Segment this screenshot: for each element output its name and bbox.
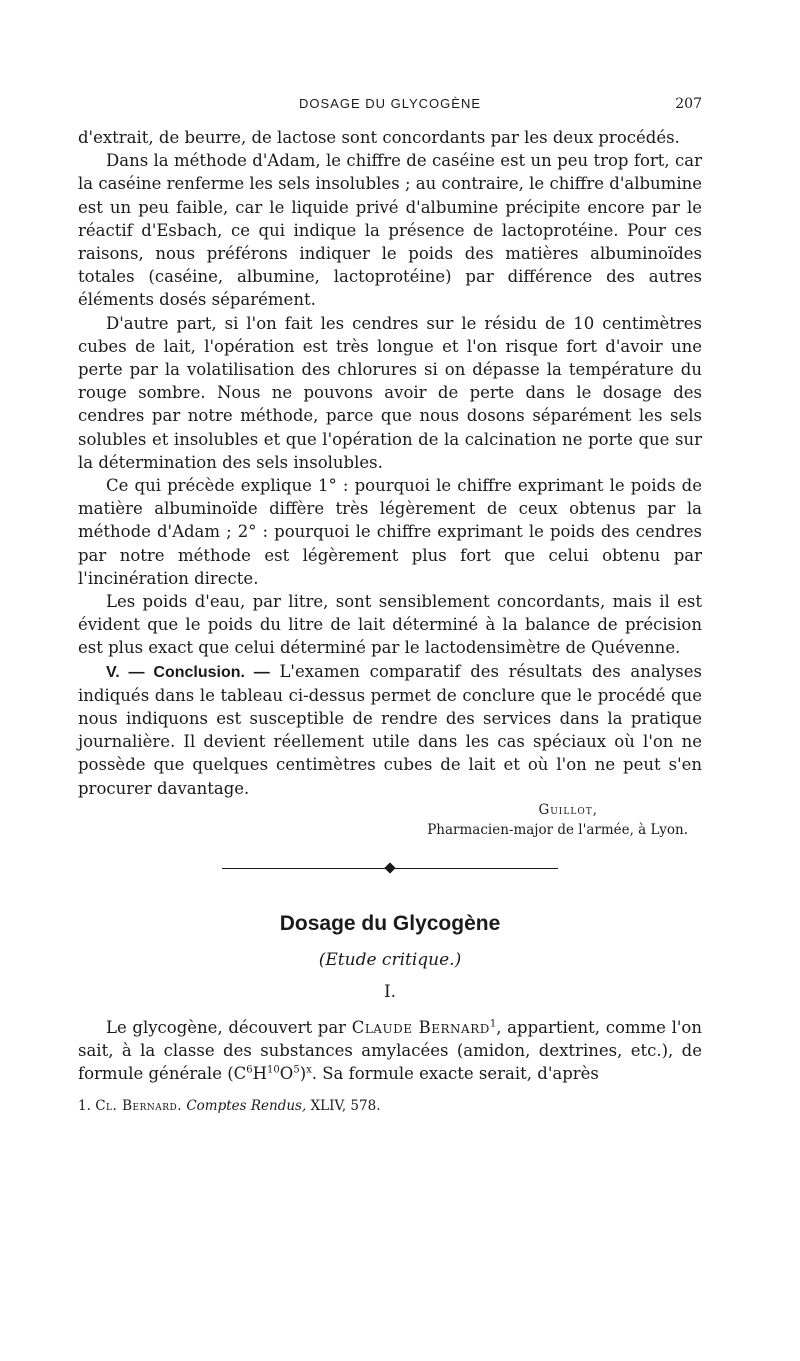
intro-text-start: Le glycogène, découvert par [106, 1017, 352, 1037]
formula-o: O [279, 1064, 294, 1084]
formula-subscript-h: 10 [267, 1064, 280, 1076]
document-page [78, 96, 702, 1114]
formula-close: ) [299, 1064, 307, 1084]
footnote-journal: Comptes Rendus, [186, 1097, 307, 1114]
running-head [78, 96, 702, 126]
paragraph-adam-method: Dans la méthode d'Adam, le chiffre de caséine est un peu trop fort, car la caséine renferme les sels insolubles ; au contraire, le chiffre d'albumine est un peu faible, car le liquide privé d'albumine précipite encore par le réactif d'Esbach, ce qui indique la présence de lactoprotéine. Pour ces raisons, nous préférons indiquer le poids des matières albuminoïdes totales (caséine, albumine, lactoprotéine) par différence des autres éléments dosés séparément. [78, 151, 702, 310]
formula-subscript-x: x [306, 1064, 312, 1076]
paragraph-conclusion [78, 660, 702, 800]
diamond-ornament-icon [384, 862, 395, 873]
author-reference: Claude Bernard [351, 1017, 490, 1037]
signature-affiliation: Pharmacien-major de l'armée, à Lyon. [427, 821, 688, 838]
intro-text-end: . Sa formule exacte serait, d'après [311, 1064, 599, 1084]
paragraph-continuation: d'extrait, de beurre, de lactose sont concordants par les deux procédés. [78, 128, 680, 147]
formula-subscript-c: 6 [246, 1064, 253, 1076]
intro-text-middle: , appartient, comme l'on sait, à la classe des substances amylacées (amidon, dextrines, etc.), de formule générale (C [78, 1017, 702, 1084]
formula-subscript-o: 5 [293, 1064, 300, 1076]
paragraph-explanation: Ce qui précède explique 1° : pourquoi le chiffre exprimant le poids de matière albuminoïde diffère très légèrement de ceux obtenus par la méthode d'Adam ; 2° : pourquoi le chiffre exprimant le poids des cendres par notre méthode est légèrement plus fort que celui obtenu par l'incinération directe. [78, 476, 702, 588]
section-divider [222, 862, 558, 876]
footnote-marker[interactable]: 1 [489, 1018, 497, 1030]
section-numeral: I. [383, 981, 397, 1002]
conclusion-heading: V. — Conclusion. — [106, 663, 270, 681]
running-title: DOSAGE DU GLYCOGÈNE [298, 96, 481, 111]
footnote-author: Cl. Bernard. [95, 1097, 183, 1114]
formula-h: H [252, 1064, 268, 1084]
footnote-number: 1. [78, 1097, 91, 1114]
conclusion-text: L'examen comparatif des résultats des analyses indiqués dans le tableau ci-dessus permet de conclure que le procédé que nous indiquons est susceptible de rendre des services dans la pratique journalière. Il devient réellement utile dans les cas spéciaux où l'on ne possède que quelques centimètres cubes de lait et où l'on ne peut s'en procurer davantage. [78, 661, 702, 798]
paragraph-glycogen-intro [78, 1016, 702, 1086]
article-title: Dosage du Glycogène [279, 911, 501, 935]
footnote [78, 1098, 702, 1114]
paragraph-water-weights: Les poids d'eau, par litre, sont sensiblement concordants, mais il est évident que le poids du litre de lait déterminé à la balance de précision est plus exact que celui déterminé par le lactodensimètre de Quévenne. [78, 592, 702, 658]
article-subtitle: (Etude critique.) [318, 949, 462, 970]
footnote-reference: XLIV, 578. [306, 1097, 381, 1114]
paragraph-ashes: D'autre part, si l'on fait les cendres sur le résidu de 10 centimètres cubes de lait, l'opération est très longue et l'on risque fort d'avoir une perte par la volatilisation des chlorures si on dépasse la température du rouge sombre. Nous ne pouvons avoir de perte dans le dosage des cendres par notre méthode, parce que nous dosons séparément les sels solubles et insolubles et que l'opération de la calcination ne porte que sur la détermination des sels insolubles. [78, 313, 702, 472]
signature-name: Guillot, [538, 801, 598, 818]
page-number: 207 [675, 96, 702, 112]
